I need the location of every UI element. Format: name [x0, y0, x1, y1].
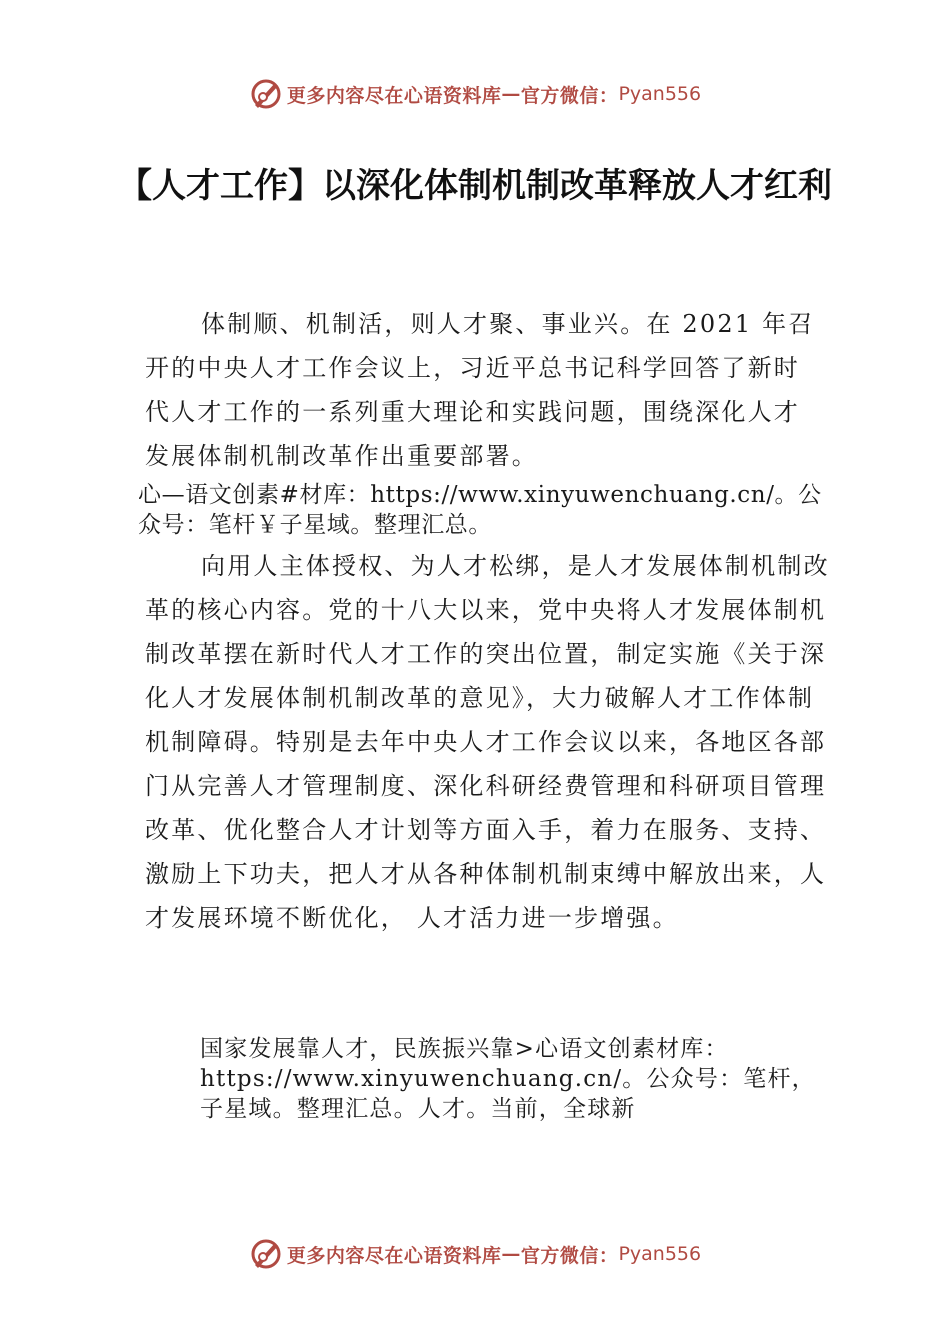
document-title: 【人才工作】以深化体制机制改革释放人才红利	[118, 166, 832, 206]
footer-watermark	[0, 1232, 950, 1276]
wechat-id: Pyan556	[618, 1243, 702, 1265]
pen-logo-icon	[249, 1237, 283, 1271]
watermark-separator: —	[501, 83, 521, 105]
pen-logo-icon	[249, 77, 283, 111]
paragraph-1: 体制顺、机制活，则人才聚、事业兴。在 2021 年召开的中央人才工作会议上，习近平总书记科学回答了新时代人才工作的一系列重大理论和实践问题，围绕深化人才发展体制机制改革作出重要部署。	[145, 310, 815, 470]
watermark-text: 更多内容尽在心语资料库	[286, 84, 502, 107]
wechat-id: Pyan556	[618, 83, 702, 105]
paragraph-2: 向用人主体授权、为人才松绑，是人才发展体制机制改革的核心内容。党的十八大以来，党中央将人才发展体制机制改革摆在新时代人才工作的突出位置，制定实施《关于深化人才发展体制机制改革的意见》，大力破解人才工作体制机制障碍。特别是去年中央人才工作会议以来，各地区各部门从完善人才管理制度、深化科研经费管理和科研项目管理改革、优化整合人才计划等方面入手，着力在服务、支持、激励上下功夫，把人才从各种体制机制束缚中解放出来，人才发展环境不断优化， 人才活力进一步增强。	[145, 552, 830, 932]
wechat-label: 官方微信：	[520, 1244, 619, 1267]
watermark-separator: —	[501, 1243, 521, 1265]
paragraph-3: 国家发展靠人才，民族振兴靠>心语文创素材库：https://www.xinyuwenchuang.cn/。公众号：笔杆，子星域。整理汇总。人才。当前，全球新	[200, 1036, 816, 1122]
inserted-source-note: 心—语文创素#材库：https://www.xinyuwenchuang.cn/。公众号：笔杆￥子星域。整理汇总。	[138, 482, 822, 538]
wechat-label: 官方微信：	[520, 84, 619, 107]
watermark-text: 更多内容尽在心语资料库	[286, 1244, 502, 1267]
header-watermark	[0, 72, 950, 116]
